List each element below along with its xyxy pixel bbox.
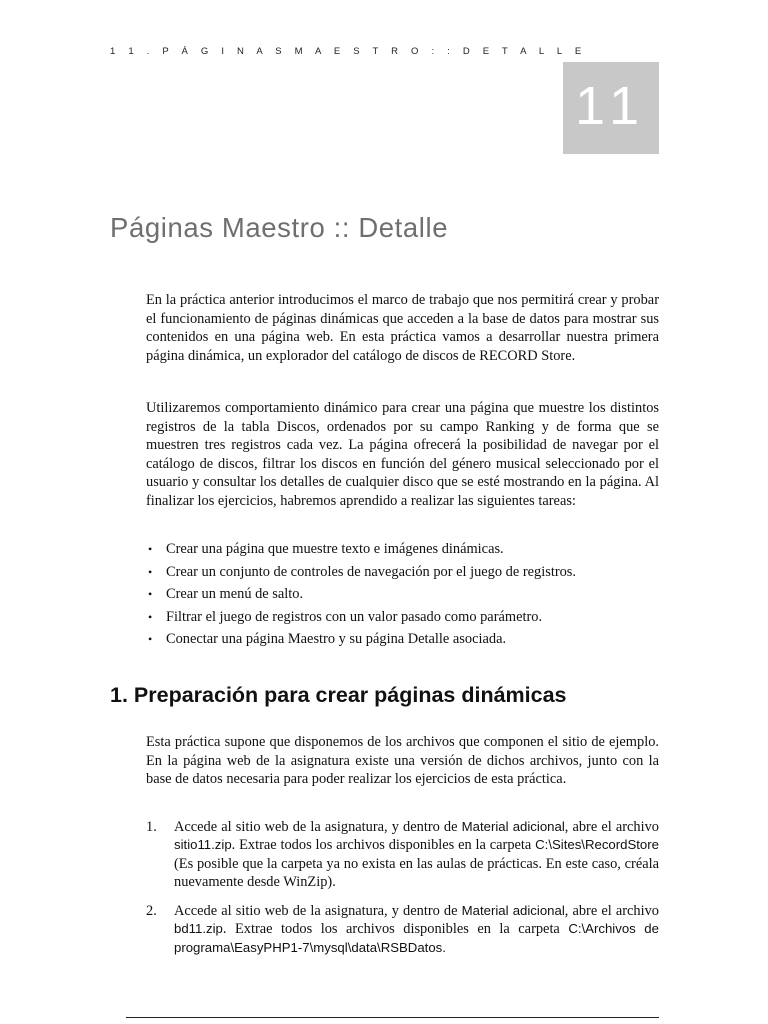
folder-path: C:\Archivos de programa\EasyPHP1-7\mysql\data\RSBDatos. xyxy=(174,921,659,955)
step-number: 2. xyxy=(146,903,157,920)
bullet-icon: • xyxy=(148,587,153,602)
list-item xyxy=(146,630,666,653)
intro-paragraph-1: En la práctica anterior introducimos el marco de trabajo que nos permitirá crear y probar el funcionamiento de páginas dinámicas que acceden a la base de datos para mostrar sus contenidos en una página web. En esta práctica vamos a desarrollar nuestra primera página dinámica, un explorador del catálogo de discos de RECORD Store. xyxy=(146,292,659,364)
list-item-text: Crear un menú de salto. xyxy=(166,586,304,603)
list-item-text: Filtrar el juego de registros con un valor pasado como parámetro. xyxy=(166,608,543,625)
section-title: 1. Preparación para crear páginas dinámicas xyxy=(110,683,567,707)
intro-paragraph-2: Utilizaremos comportamiento dinámico para crear una página que muestre los distintos registros de la tabla Discos, ordenados por su campo Ranking y de forma que se muestren tres registros cada vez. La página ofrecerá la posibilidad de navegar por el catálogo de discos, filtrar los discos en función del género musical seleccionado por el usuario y consultar los detalles de cualquier disco que se esté mostrando en la página. Al finalizar los ejercicios, habremos aprendido a realizar las siguientes tareas: xyxy=(146,400,659,509)
folder-path: C:\Sites\RecordStore xyxy=(535,837,659,853)
list-item xyxy=(146,540,666,563)
steps-list xyxy=(146,818,659,957)
step-text: . Extrae todos los archivos disponibles en la carpeta xyxy=(231,837,536,854)
bullet-icon: • xyxy=(148,564,153,579)
chapter-number-box xyxy=(563,62,659,154)
task-list xyxy=(146,540,666,653)
chapter-number: 11 xyxy=(574,76,648,136)
bullet-icon: • xyxy=(148,632,153,647)
footer-divider xyxy=(126,1017,659,1018)
step-number: 1. xyxy=(146,819,157,835)
material-adicional-link: Material adicional xyxy=(461,819,565,834)
bullet-icon: • xyxy=(148,609,153,624)
list-item-text: Crear una página que muestre texto e imágenes dinámicas. xyxy=(166,541,504,557)
step-item xyxy=(146,818,659,891)
section-paragraph: Esta práctica supone que disponemos de los archivos que componen el sitio de ejemplo. En la página web de la asignatura existe una versión de dichos archivos, junto con la base de datos necesaria para poder realizar los ejercicios de esta práctica. xyxy=(146,734,659,787)
step-text: . Extrae todos los archivos disponibles en la carpeta xyxy=(222,921,569,938)
list-item xyxy=(146,585,666,608)
step-item xyxy=(146,902,659,957)
step-text: Accede al sitio web de la asignatura, y dentro de xyxy=(174,903,462,920)
list-item xyxy=(146,608,666,631)
step-text: (Es posible que la carpeta ya no exista en las aulas de prácticas. En este caso, créala nuevamente desde WinZip). xyxy=(174,855,659,890)
file-name: sitio11.zip xyxy=(174,837,232,853)
bullet-icon: • xyxy=(148,542,153,556)
list-item-text: Conectar una página Maestro y su página Detalle asociada. xyxy=(166,631,507,648)
step-text: , abre el archivo xyxy=(564,819,659,835)
file-name: bd11.zip xyxy=(174,921,223,937)
step-text: Accede al sitio web de la asignatura, y dentro de xyxy=(174,819,462,835)
list-item xyxy=(146,563,666,586)
running-header: 1 1 . P Á G I N A S M A E S T R O : : D E T A L L E xyxy=(110,46,587,57)
step-text: , abre el archivo xyxy=(564,903,659,920)
material-adicional-link: Material adicional xyxy=(461,903,565,919)
chapter-title: Páginas Maestro :: Detalle xyxy=(110,212,449,243)
list-item-text: Crear un conjunto de controles de navegación por el juego de registros. xyxy=(166,563,576,580)
